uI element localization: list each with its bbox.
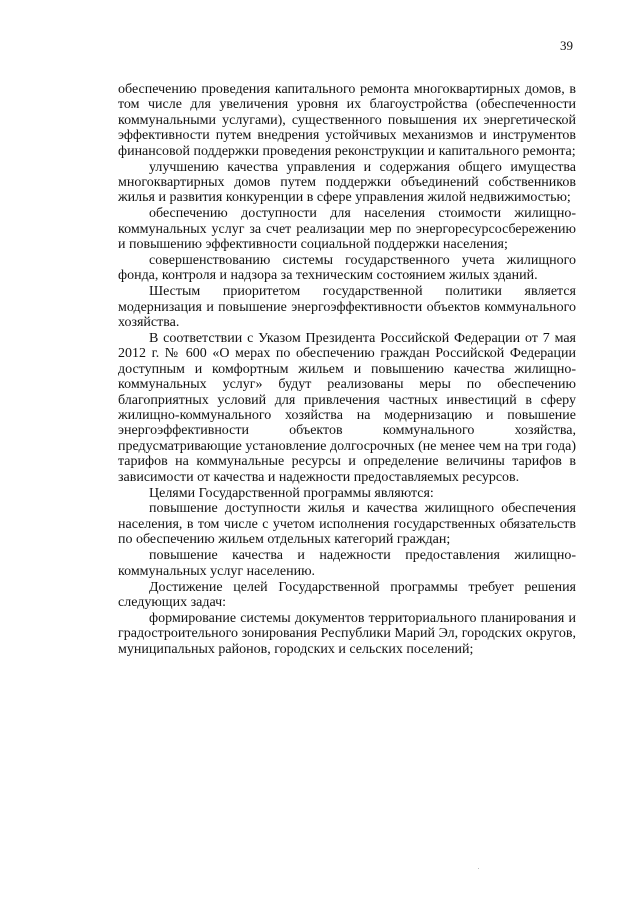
paragraph-task-planning-documents: формирование системы документов территориального планирования и градостроительного зонирования Республики Марий Эл, городских округов, муниципальных районов, городских и сельских поселений; — [118, 610, 576, 657]
paragraph-goal-service-quality: повышение качества и надежности предоставления жилищно-коммунальных услуг населению. — [118, 548, 576, 579]
page-number: 39 — [560, 38, 573, 53]
document-body — [118, 82, 576, 657]
paragraph-program-goals-heading: Целями Государственной программы являются: — [149, 485, 434, 501]
scan-speck — [478, 868, 479, 869]
paragraph-sixth-priority: Шестым приоритетом государственной политики является модернизация и повышение энергоэффективности объектов коммунального хозяйства. — [118, 284, 576, 331]
paragraph-management-quality: улучшению качества управления и содержания общего имущества многоквартирных домов путем поддержки объединений собственников жилья и развития конкуренции в сфере управления жилой недвижимостью; — [118, 159, 576, 206]
paragraph-tasks-heading: Достижение целей Государственной программы требует решения следующих задач: — [118, 579, 576, 610]
paragraph-presidential-decree: В соответствии с Указом Президента Российской Федерации от 7 мая 2012 г. № 600 «О мерах по обеспечению граждан Российской Федерации доступным и комфортным жильем и повышению качества жилищно-коммунальных услуг» будут реализованы меры по обеспечению благоприятных условий для привлечения частных инвестиций в сферу жилищно-коммунального хозяйства на модернизацию и повышение энергоэффективности объектов коммунального хозяйства, предусматривающие установление долгосрочных (не менее чем на три года) тарифов на коммунальные ресурсы и определение величины тарифов в зависимости от качества и надежности предоставляемых ресурсов. — [118, 331, 576, 485]
paragraph-capital-repair: обеспечению проведения капитального ремонта многоквартирных домов, в том числе для увеличения уровня их благоустройства (обеспеченности коммунальными услугами), существенного повышения их энергетической эффективности путем внедрения устойчивых механизмов и инструментов финансовой поддержки проведения реконструкции и капитального ремонта; — [118, 82, 576, 159]
paragraph-goal-housing-access: повышение доступности жилья и качества жилищного обеспечения населения, в том числе с учетом исполнения государственных обязательств по обеспечению жильем отдельных категорий граждан; — [118, 501, 576, 548]
paragraph-state-accounting: совершенствованию системы государственного учета жилищного фонда, контроля и надзора за техническим состоянием жилых зданий. — [118, 252, 576, 284]
paragraph-affordability: обеспечению доступности для населения стоимости жилищно-коммунальных услуг за счет реализации мер по энергоресурсосбережению и повышению эффективности социальной поддержки населения; — [118, 206, 576, 253]
